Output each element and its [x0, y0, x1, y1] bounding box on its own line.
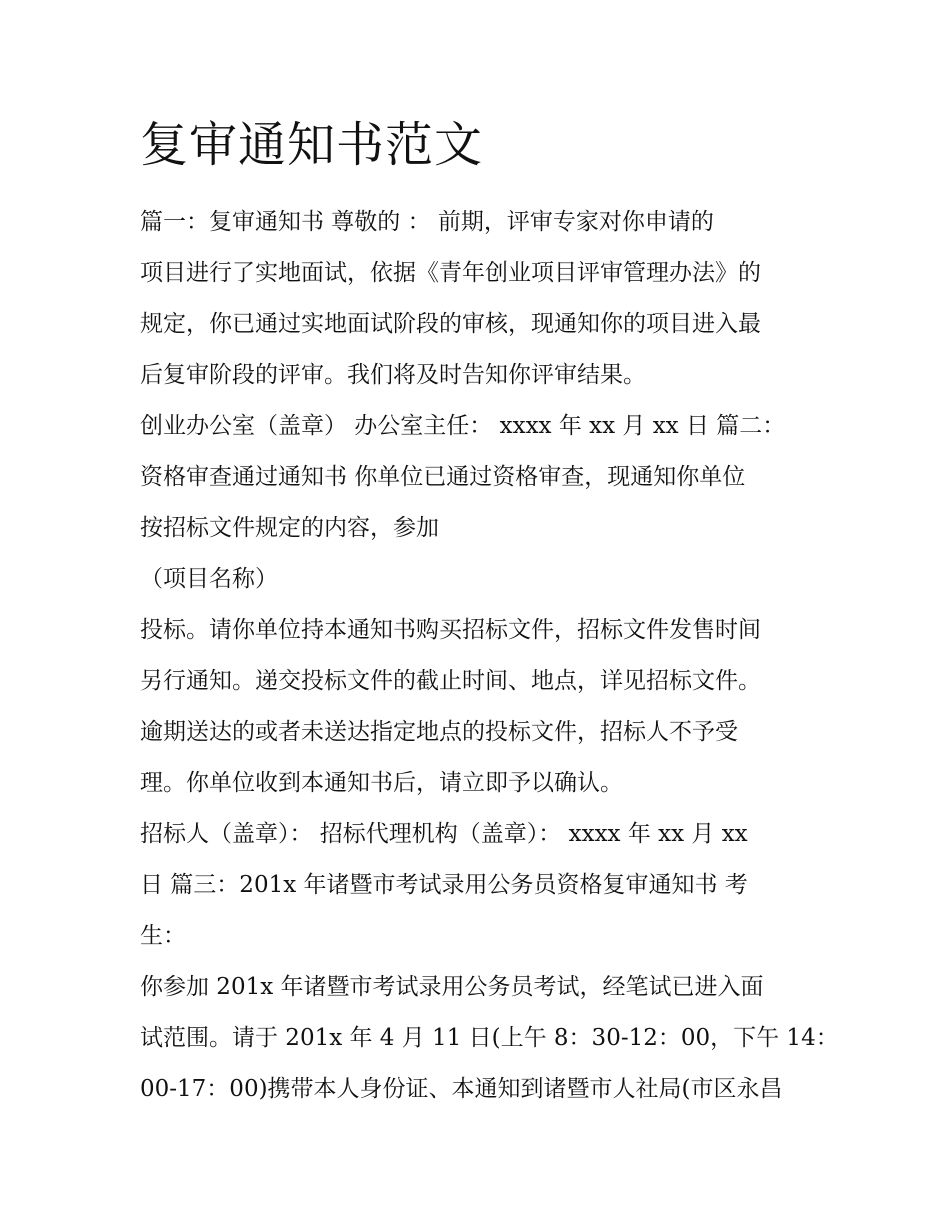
body-line: 篇一：复审通知书 尊敬的 ： 前期，评审专家对你申请的 — [140, 209, 714, 235]
body-line: 日 篇三：201x 年诸暨市考试录用公务员资格复审通知书 考 — [140, 872, 748, 898]
body-line: 资格审查通过通知书 你单位已通过资格审查，现通知你单位 — [140, 464, 746, 490]
body-line: 投标。请你单位持本通知书购买招标文件，招标文件发售时间 — [140, 617, 761, 643]
body-line: 你参加 201x 年诸暨市考试录用公务员考试，经笔试已进入面 — [140, 974, 764, 1000]
body-line: 招标人（盖章）： 招标代理机构（盖章）： xxxx 年 xx 月 xx — [140, 821, 748, 847]
body-line: 生： — [140, 923, 186, 949]
body-line: 规定，你已通过实地面试阶段的审核，现通知你的项目进入最 — [140, 311, 761, 337]
body-line: 逾期送达的或者未送达指定地点的投标文件，招标人不予受 — [140, 719, 738, 745]
body-line: 00-17：00)携带本人身份证、本通知到诸暨市人社局(市区永昌 — [140, 1076, 783, 1102]
body-line: （项目名称） — [140, 566, 278, 592]
body-line: 另行通知。递交投标文件的截止时间、地点，详见招标文件。 — [140, 668, 761, 694]
document-body — [140, 197, 839, 1115]
body-line: 后复审阶段的评审。我们将及时告知你评审结果。 — [140, 362, 646, 388]
document-title: 复审通知书范文 — [140, 117, 484, 173]
body-line: 理。你单位收到本通知书后，请立即予以确认。 — [140, 770, 623, 796]
body-line: 试范围。请于 201x 年 4 月 11 日(上午 8：30-12：00，下午 14： — [140, 1025, 839, 1051]
body-line: 创业办公室（盖章） 办公室主任： xxxx 年 xx 月 xx 日 篇二： — [140, 413, 786, 439]
body-line: 项目进行了实地面试，依据《青年创业项目评审管理办法》的 — [140, 260, 761, 286]
body-line: 按招标文件规定的内容，参加 — [140, 515, 439, 541]
